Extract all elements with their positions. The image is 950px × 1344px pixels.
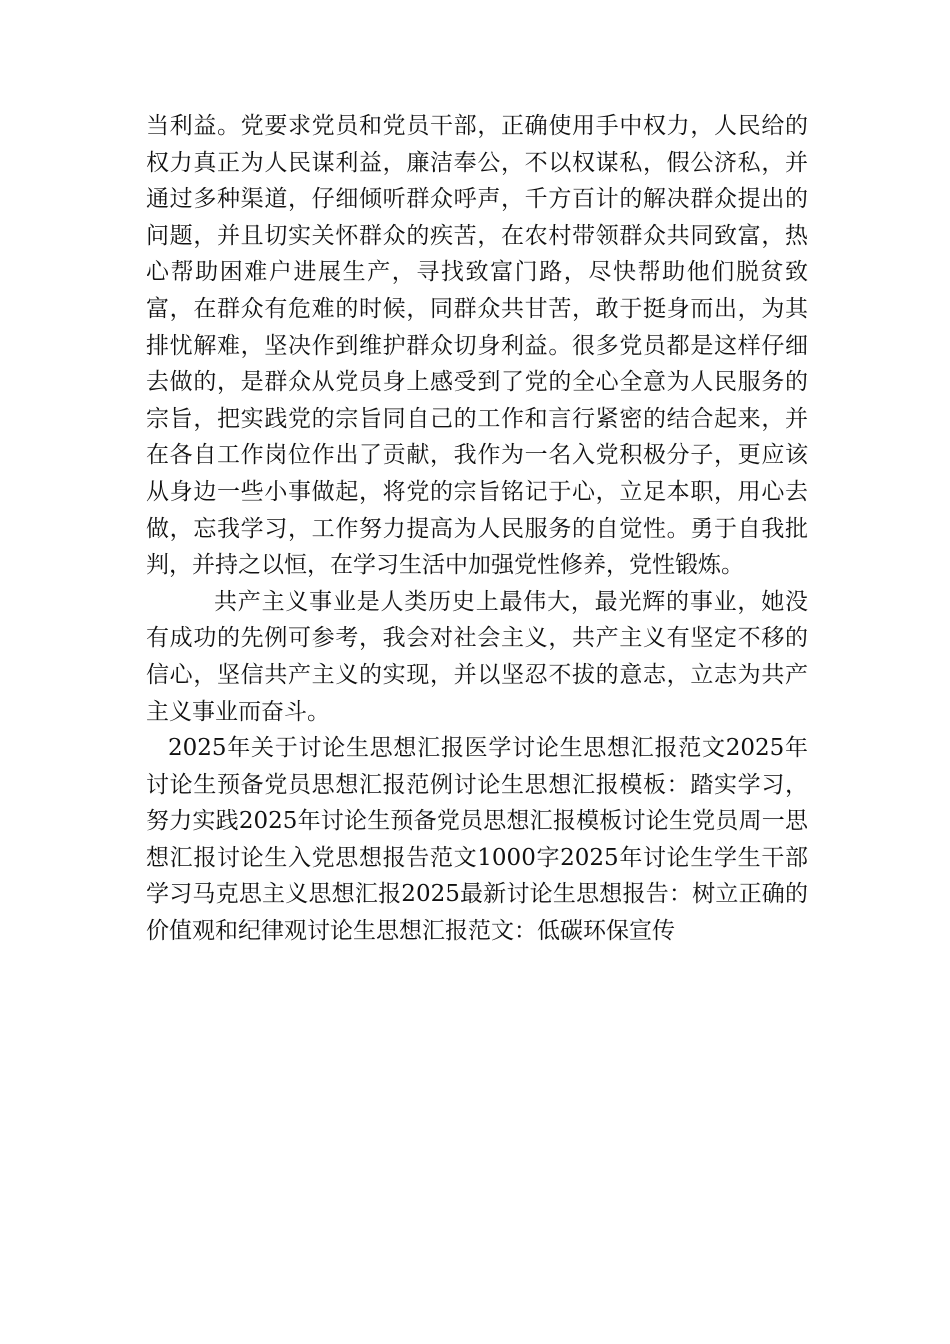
body-paragraph-2: 共产主义事业是人类历史上最伟大，最光辉的事业，她没有成功的先例可参考，我会对社会主义，共产主义有坚定不移的信心，坚信共产主义的实现，并以坚忍不拔的意志，立志为共产主义事业而奋斗。 xyxy=(146,588,808,725)
related-articles-list: 2025年关于讨论生思想汇报医学讨论生思想汇报范文2025年讨论生预备党员思想汇报范例讨论生思想汇报模板：踏实学习，努力实践2025年讨论生预备党员思想汇报模板讨论生党员周一思想汇报讨论生入党思想报告范文1000字2025年讨论生学生干部学习马克思主义思想汇报2025最新讨论生思想报告：树立正确的价值观和纪律观讨论生思想汇报范文：低碳环保宣传 xyxy=(146,735,808,945)
body-paragraph-1: 当利益。党要求党员和党员干部，正确使用手中权力，人民给的权力真正为人民谋利益，廉洁奉公，不以权谋私，假公济私，并通过多种渠道，仔细倾听群众呼声，千方百计的解决群众提出的问题，并且切实关怀群众的疾苦，在农村带领群众共同致富，热心帮助困难户进展生产，寻找致富门路，尽快帮助他们脱贫致富，在群众有危难的时候，同群众共甘苦，敢于挺身而出，为其排忧解难，坚决作到维护群众切身利益。很多党员都是这样仔细去做的，是群众从党员身上感受到了党的全心全意为人民服务的宗旨，把实践党的宗旨同自己的工作和言行紧密的结合起来，并在各自工作岗位作出了贡献，我作为一名入党积极分子，更应该从身边一些小事做起，将党的宗旨铭记于心，立足本职，用心去做，忘我学习，工作努力提高为人民服务的自觉性。勇于自我批判，并持之以恒，在学习生活中加强党性修养，党性锻炼。 xyxy=(146,113,808,579)
document-body xyxy=(146,108,808,950)
